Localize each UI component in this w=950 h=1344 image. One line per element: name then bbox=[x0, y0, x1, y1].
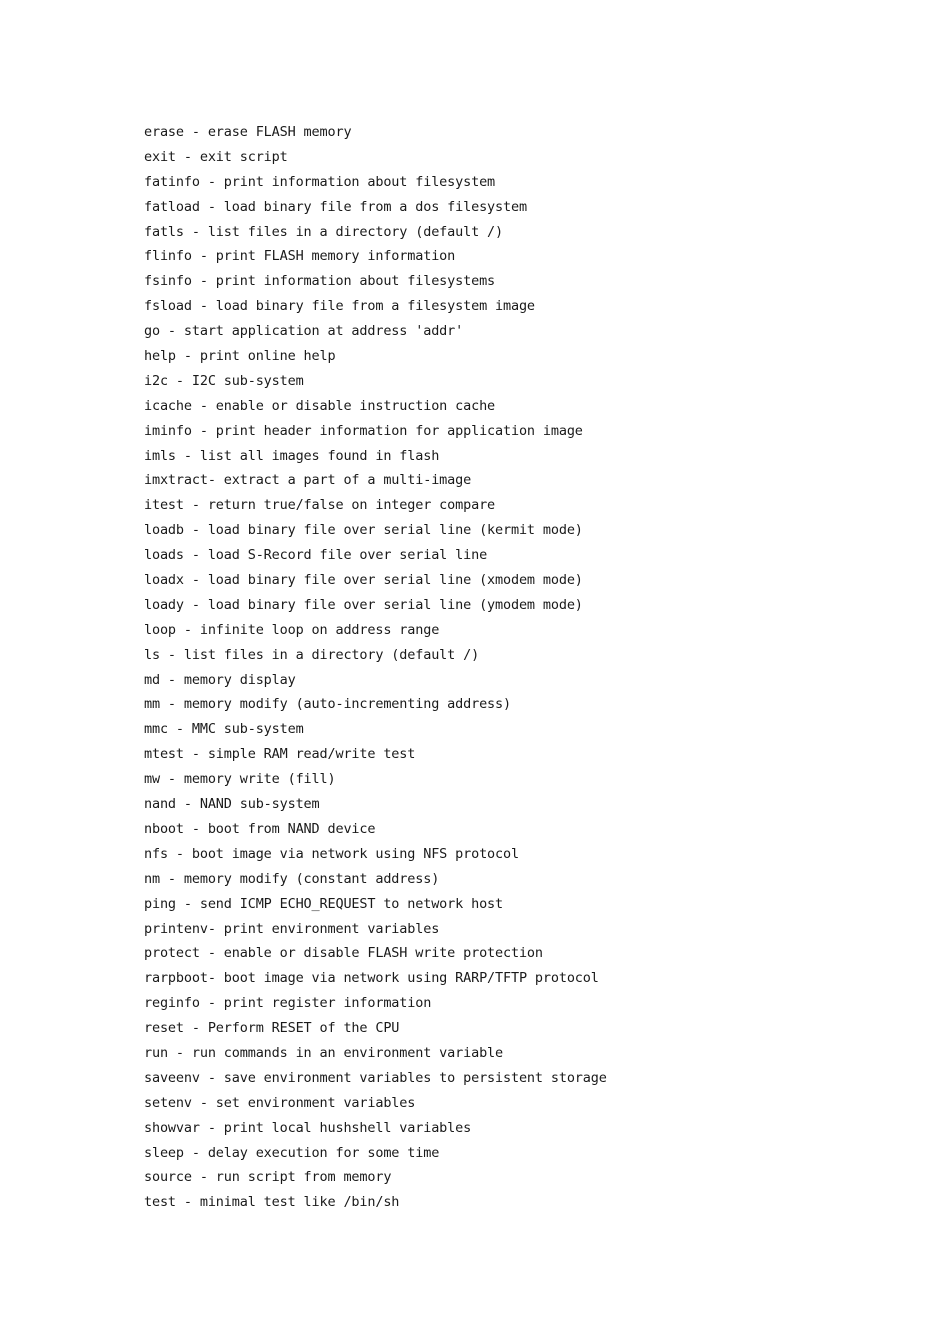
command-line: imls - list all images found in flash bbox=[144, 447, 440, 464]
command-line: ls - list files in a directory (default /) bbox=[144, 646, 480, 663]
command-line: loop - infinite loop on address range bbox=[144, 621, 440, 638]
command-line: sleep - delay execution for some time bbox=[144, 1144, 440, 1161]
command-line: mw - memory write (fill) bbox=[144, 771, 336, 788]
command-line: mtest - simple RAM read/write test bbox=[144, 746, 416, 763]
command-line: go - start application at address 'addr' bbox=[144, 323, 464, 340]
command-line: help - print online help bbox=[144, 348, 336, 365]
command-line: mmc - MMC sub-system bbox=[144, 721, 304, 738]
command-line: fatinfo - print information about filesystem bbox=[144, 173, 496, 190]
command-line: icache - enable or disable instruction cache bbox=[144, 397, 496, 414]
command-line: itest - return true/false on integer compare bbox=[144, 497, 496, 514]
command-line: iminfo - print header information for application image bbox=[144, 422, 583, 439]
command-line: test - minimal test like /bin/sh bbox=[144, 1194, 400, 1211]
command-help-list bbox=[144, 120, 607, 1215]
command-line: erase - erase FLASH memory bbox=[144, 124, 352, 140]
command-line: flinfo - print FLASH memory information bbox=[144, 248, 456, 265]
command-line: loads - load S-Record file over serial line bbox=[144, 547, 488, 564]
command-line: protect - enable or disable FLASH write protection bbox=[144, 945, 543, 962]
command-line: fsload - load binary file from a filesystem image bbox=[144, 298, 535, 315]
command-line: run - run commands in an environment variable bbox=[144, 1044, 503, 1061]
command-line: source - run script from memory bbox=[144, 1169, 392, 1186]
command-line: setenv - set environment variables bbox=[144, 1094, 416, 1111]
command-line: fatload - load binary file from a dos filesystem bbox=[144, 198, 527, 215]
command-line: nboot - boot from NAND device bbox=[144, 820, 376, 837]
command-line: mm - memory modify (auto-incrementing address) bbox=[144, 696, 511, 713]
command-line: reginfo - print register information bbox=[144, 995, 432, 1012]
command-line: md - memory display bbox=[144, 671, 296, 688]
command-line: nm - memory modify (constant address) bbox=[144, 870, 440, 887]
command-line: loadx - load binary file over serial line (xmodem mode) bbox=[144, 572, 583, 589]
command-line: loady - load binary file over serial line (ymodem mode) bbox=[144, 596, 583, 613]
command-line: exit - exit script bbox=[144, 148, 288, 165]
command-line: i2c - I2C sub-system bbox=[144, 372, 304, 389]
command-line: reset - Perform RESET of the CPU bbox=[144, 1020, 400, 1037]
command-line: nand - NAND sub-system bbox=[144, 796, 320, 813]
command-line: showvar - print local hushshell variables bbox=[144, 1119, 472, 1136]
command-line: ping - send ICMP ECHO_REQUEST to network host bbox=[144, 895, 503, 912]
command-line: fsinfo - print information about filesystems bbox=[144, 273, 496, 290]
command-line: printenv- print environment variables bbox=[144, 920, 440, 937]
command-line: imxtract- extract a part of a multi-image bbox=[144, 472, 472, 489]
command-line: nfs - boot image via network using NFS protocol bbox=[144, 845, 519, 862]
command-line: rarpboot- boot image via network using RARP/TFTP protocol bbox=[144, 970, 599, 987]
command-line: fatls - list files in a directory (default /) bbox=[144, 223, 503, 240]
command-line: saveenv - save environment variables to persistent storage bbox=[144, 1069, 607, 1086]
command-line: loadb - load binary file over serial line (kermit mode) bbox=[144, 522, 583, 539]
